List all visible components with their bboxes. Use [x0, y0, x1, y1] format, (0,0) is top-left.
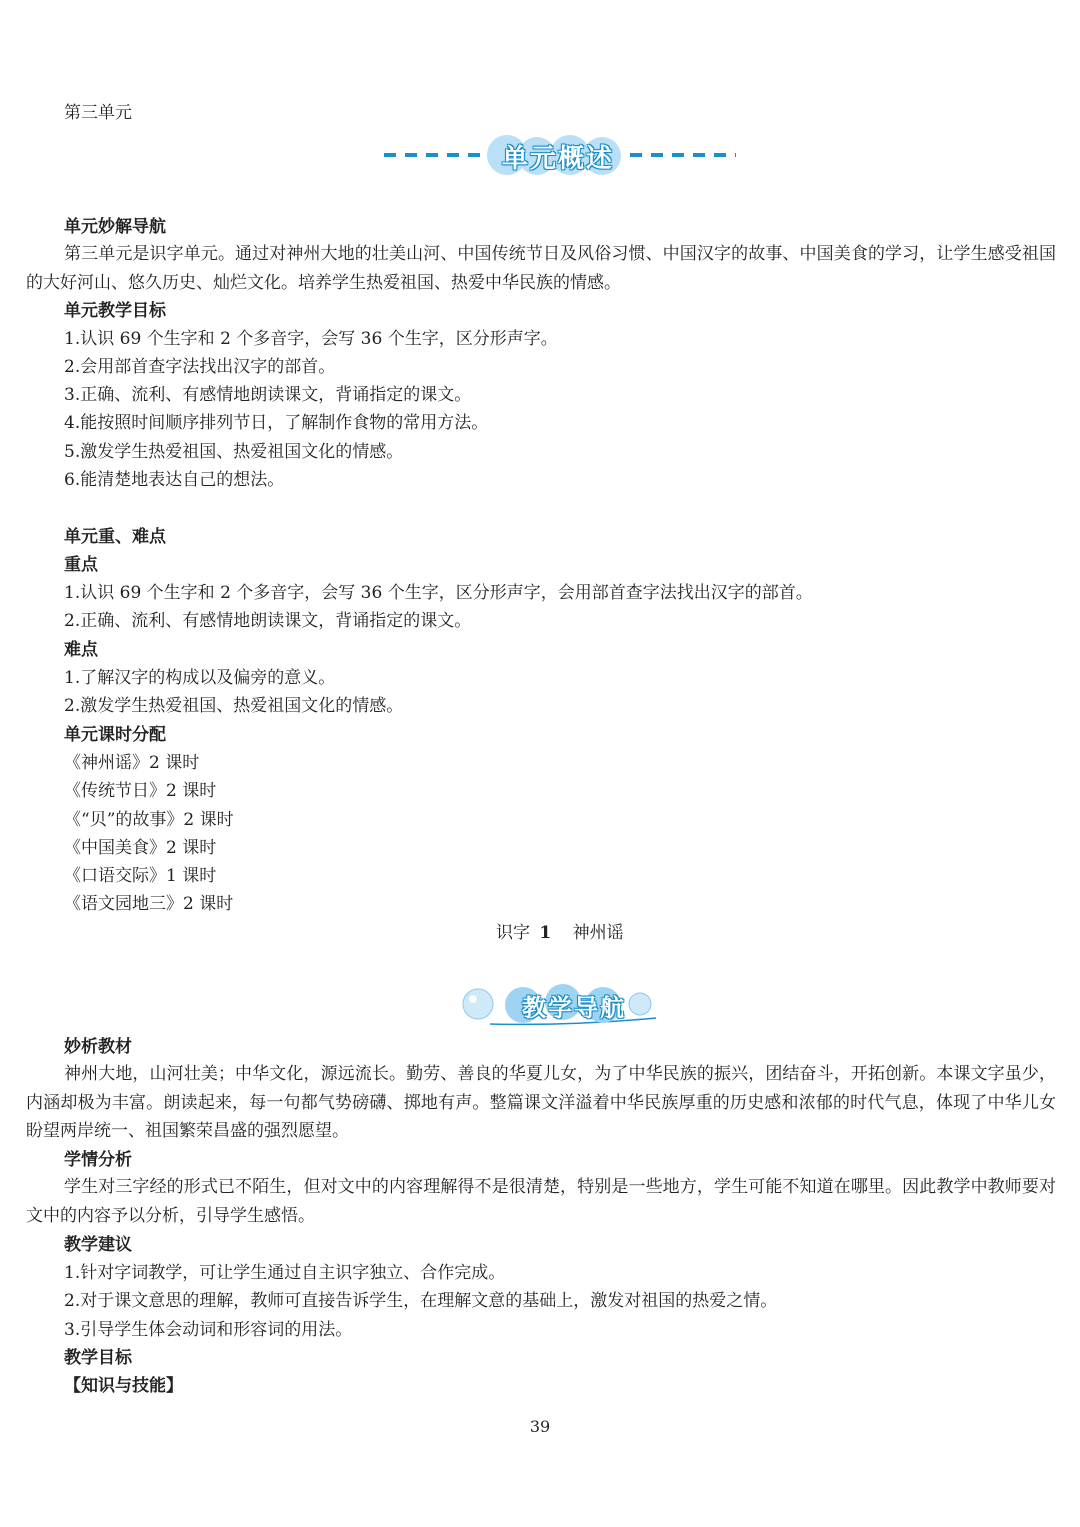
- schedule-item: 《“贝”的故事》2 课时: [64, 810, 234, 830]
- advice-item: 1.针对字词教学，可让学生通过自主识字独立、合作完成。: [64, 1263, 506, 1283]
- overview-banner-title: 单元概述: [501, 144, 614, 174]
- schedule-item: 《神州谣》2 课时: [64, 753, 200, 773]
- navigation-text: 第三单元是识字单元。通过对神州大地的壮美山河、中国传统节日及风俗习惯、中国汉字的故事、中国美食的学习，让学生感受祖国的大好河山、悠久历史、灿烂文化。培养学生热爱祖国、热爱中华民族的情感。: [26, 244, 1056, 293]
- schedule-item: 《传统节日》2 课时: [64, 781, 217, 801]
- goal-item: 3.正确、流利、有感情地朗读课文，背诵指定的课文。: [64, 385, 472, 405]
- lesson-name: 神州谣: [572, 923, 624, 943]
- important-item: 2.正确、流利、有感情地朗读课文，背诵指定的课文。: [64, 611, 472, 631]
- important-item: 1.认识 69 个生字和 2 个多音字，会写 36 个生字，区分形声字，会用部首查字法找出汉字的部首。: [64, 583, 813, 603]
- objectives-subheading: 【知识与技能】: [64, 1376, 183, 1396]
- guide-banner: [460, 980, 660, 1032]
- schedule-item: 《中国美食》2 课时: [64, 838, 217, 858]
- key-points-heading: 单元重、难点: [64, 527, 166, 547]
- advice-item: 2.对于课文意思的理解，教师可直接告诉学生，在理解文意的基础上，激发对祖国的热爱之情。: [64, 1291, 778, 1311]
- goals-heading: 单元教学目标: [64, 301, 166, 321]
- lesson-number: 1: [539, 923, 552, 943]
- objectives-heading: 教学目标: [64, 1348, 132, 1368]
- learning-heading: 学情分析: [64, 1150, 132, 1170]
- schedule-item: 《语文园地三》2 课时: [64, 894, 234, 914]
- goal-item: 5.激发学生热爱祖国、热爱祖国文化的情感。: [64, 442, 404, 462]
- schedule-item: 《口语交际》1 课时: [64, 866, 217, 886]
- difficult-heading: 难点: [64, 640, 98, 660]
- difficult-item: 2.激发学生热爱祖国、热爱祖国文化的情感。: [64, 696, 404, 716]
- goal-item: 2.会用部首查字法找出汉字的部首。: [64, 357, 336, 377]
- navigation-heading: 单元妙解导航: [64, 217, 166, 237]
- advice-item: 3.引导学生体会动词和形容词的用法。: [64, 1320, 353, 1340]
- schedule-heading: 单元课时分配: [64, 725, 166, 745]
- analysis-heading: 妙析教材: [64, 1037, 132, 1057]
- advice-heading: 教学建议: [64, 1235, 132, 1255]
- goal-item: 1.认识 69 个生字和 2 个多音字，会写 36 个生字，区分形声字。: [64, 329, 558, 349]
- goal-item: 4.能按照时间顺序排列节日，了解制作食物的常用方法。: [64, 413, 489, 433]
- unit-label: 第三单元: [64, 103, 132, 123]
- guide-banner-title: 教学导航: [522, 994, 626, 1022]
- learning-text: 学生对三字经的形式已不陌生，但对文中的内容理解得不是很清楚，特别是一些地方，学生可能不知道在哪里。因此教学中教师要对文中的内容予以分析，引导学生感悟。: [26, 1177, 1056, 1226]
- page-number: 39: [529, 1417, 551, 1436]
- difficult-item: 1.了解汉字的构成以及偏旁的意义。: [64, 668, 336, 688]
- lesson-prefix: 识字: [496, 923, 530, 943]
- lesson-title: [496, 923, 624, 943]
- overview-banner: [380, 132, 740, 178]
- important-heading: 重点: [64, 555, 98, 575]
- analysis-text: 神州大地，山河壮美；中华文化，源远流长。勤劳、善良的华夏儿女，为了中华民族的振兴，团结奋斗，开拓创新。本课文字虽少，内涵却极为丰富。朗读起来，每一句都气势磅礴、掷地有声。整篇课文洋溢着中华民族厚重的历史感和浓郁的时代气息，体现了中华儿女盼望两岸统一、祖国繁荣昌盛的强烈愿望。: [26, 1064, 1056, 1141]
- goal-item: 6.能清楚地表达自己的想法。: [64, 470, 285, 490]
